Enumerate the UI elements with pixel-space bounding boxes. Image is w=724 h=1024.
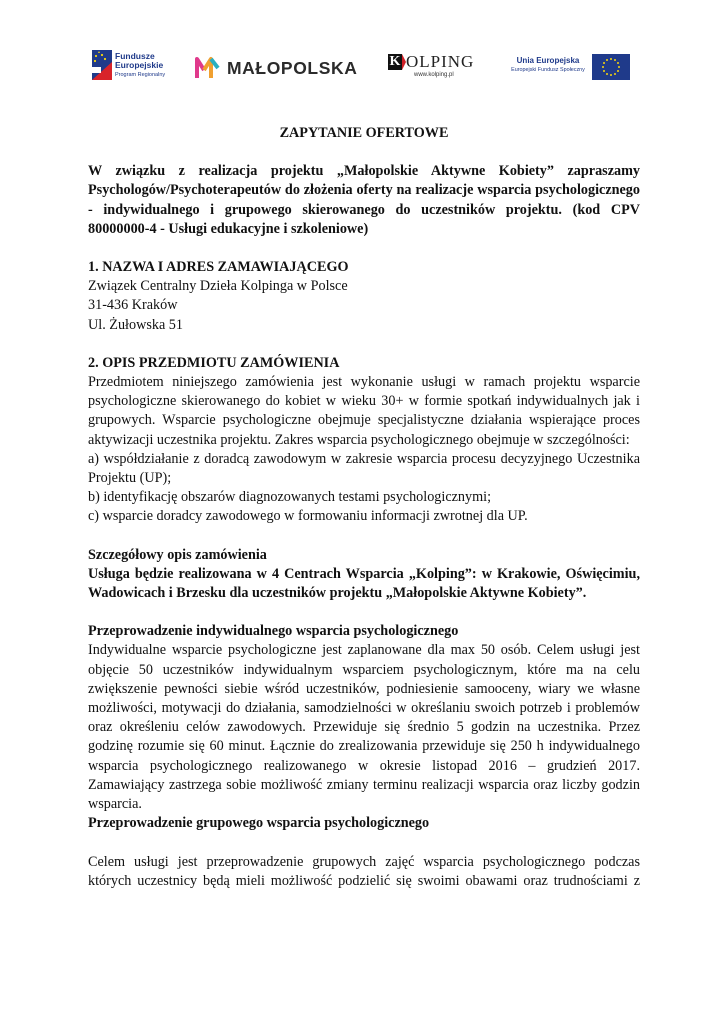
fundusze-europejskie-logo xyxy=(92,50,184,86)
unia-europejska-logo xyxy=(508,54,632,82)
malopolska-name: MAŁOPOLSKA xyxy=(227,58,358,78)
fundusze-line2: Europejskie xyxy=(115,60,164,70)
intro-paragraph: W związku z realizacja projektu „Małopolskie Aktywne Kobiety” zapraszamy Psychologów/Psychoterapeutów do złożenia oferty na realizacje wsparcia psychologicznego - indywidualnego i grupowego skierowanego do uczestników projektu. (kod CPV 80000000-4 - Usługi edukacyjne i szkoleniowe) xyxy=(88,163,640,237)
kolping-word: OLPING xyxy=(406,52,475,71)
kolping-k-icon: K xyxy=(389,54,401,69)
fundusze-line1: Fundusze xyxy=(115,51,155,61)
malopolska-logo xyxy=(194,54,370,84)
section2-paragraph: Przedmiotem niniejszego zamówienia jest wykonanie usługi w ramach projektu wsparcie psychologiczne skierowanego do kobiet w wieku 30+ w formie spotkań indywidualnych jak i grupowych. Wsparcie psychologiczne obejmuje specjalistyczne działania wspierające proces aktywizacji uczestnika projektu. Zakres wsparcia psychologicznego obejmuje w szczególności: xyxy=(88,374,640,448)
details-heading: Szczegółowy opis zamówienia xyxy=(88,546,267,563)
group-text: Celem usługi jest przeprowadzenie grupowych zajęć wsparcia psychologicznego podczas których uczestnicy będą mieli możliwość podzielić się swoimi obawami oraz trudnościami z xyxy=(88,853,640,889)
fundusze-line3: Program Regionalny xyxy=(115,72,166,78)
kolping-logo xyxy=(388,52,486,82)
section1-heading: 1. NAZWA I ADRES ZAMAWIAJĄCEGO xyxy=(88,259,349,276)
address-line: Ul. Żułowska 51 xyxy=(88,316,183,333)
address-line: 31-436 Kraków xyxy=(88,297,178,314)
kolping-url: www.kolping.pl xyxy=(414,72,454,78)
ue-line2: Europejski Fundusz Społeczny xyxy=(511,67,585,73)
document-title: ZAPYTANIE OFERTOWE xyxy=(279,125,449,141)
individual-heading: Przeprowadzenie indywidualnego wsparcia psychologicznego xyxy=(88,623,459,640)
list-item-c: c) wsparcie doradcy zawodowego w formowaniu informacji zwrotnej dla UP. xyxy=(88,508,528,525)
group-heading: Przeprowadzenie grupowego wsparcia psychologicznego xyxy=(88,815,430,832)
document-body xyxy=(88,124,640,891)
logo-bar xyxy=(0,0,724,100)
list-item-b: b) identyfikację obszarów diagnozowanych testami psychologicznymi; xyxy=(88,489,492,506)
individual-text: Indywidualne wsparcie psychologiczne jest zaplanowane dla max 50 osób. Celem usługi jest objęcie 50 uczestników indywidualnym wsparciem psychologicznym, które ma na celu zwiększenie pewności siebie wśród uczestników, podniesienie samooceny, wiary we własne możliwości, motywacji do działania, samodzielności w określaniu swoich potrzeb i problemów oraz określeniu celów zawodowych. Przewiduje się średnio 5 godzin na uczestnika. Przez godzinę rozumie się 60 minut. Łącznie do zrealizowania przewiduje się 250 h indywidualnego wsparcia psychologicznego realizowanego w okresie listopad 2016 – grudzień 2017. Zamawiający zastrzega sobie możliwość zmiany terminu realizacji wsparcia oraz liczby godzin wsparcia. xyxy=(88,642,640,813)
address-line: Związek Centralny Dzieła Kolpinga w Polsce xyxy=(88,278,348,295)
malopolska-m-icon xyxy=(194,56,222,80)
section2-heading: 2. OPIS PRZEDMIOTU ZAMÓWIENIA xyxy=(88,354,340,371)
eu-flag-icon xyxy=(592,54,630,80)
fundusze-emblem-icon xyxy=(92,50,112,80)
list-item-a: a) współdziałanie z doradcą zawodowym w zakresie wsparcia procesu decyzyjnego Uczestnika Projektu (UP); xyxy=(88,450,640,487)
details-text: Usługa będzie realizowana w 4 Centrach Wsparcia „Kolping”: w Krakowie, Oświęcimiu, Wadowicach i Brzesku dla uczestników projektu „Małopolskie Aktywne Kobiety”. xyxy=(88,565,640,602)
ue-line1: Unia Europejska xyxy=(516,56,580,65)
